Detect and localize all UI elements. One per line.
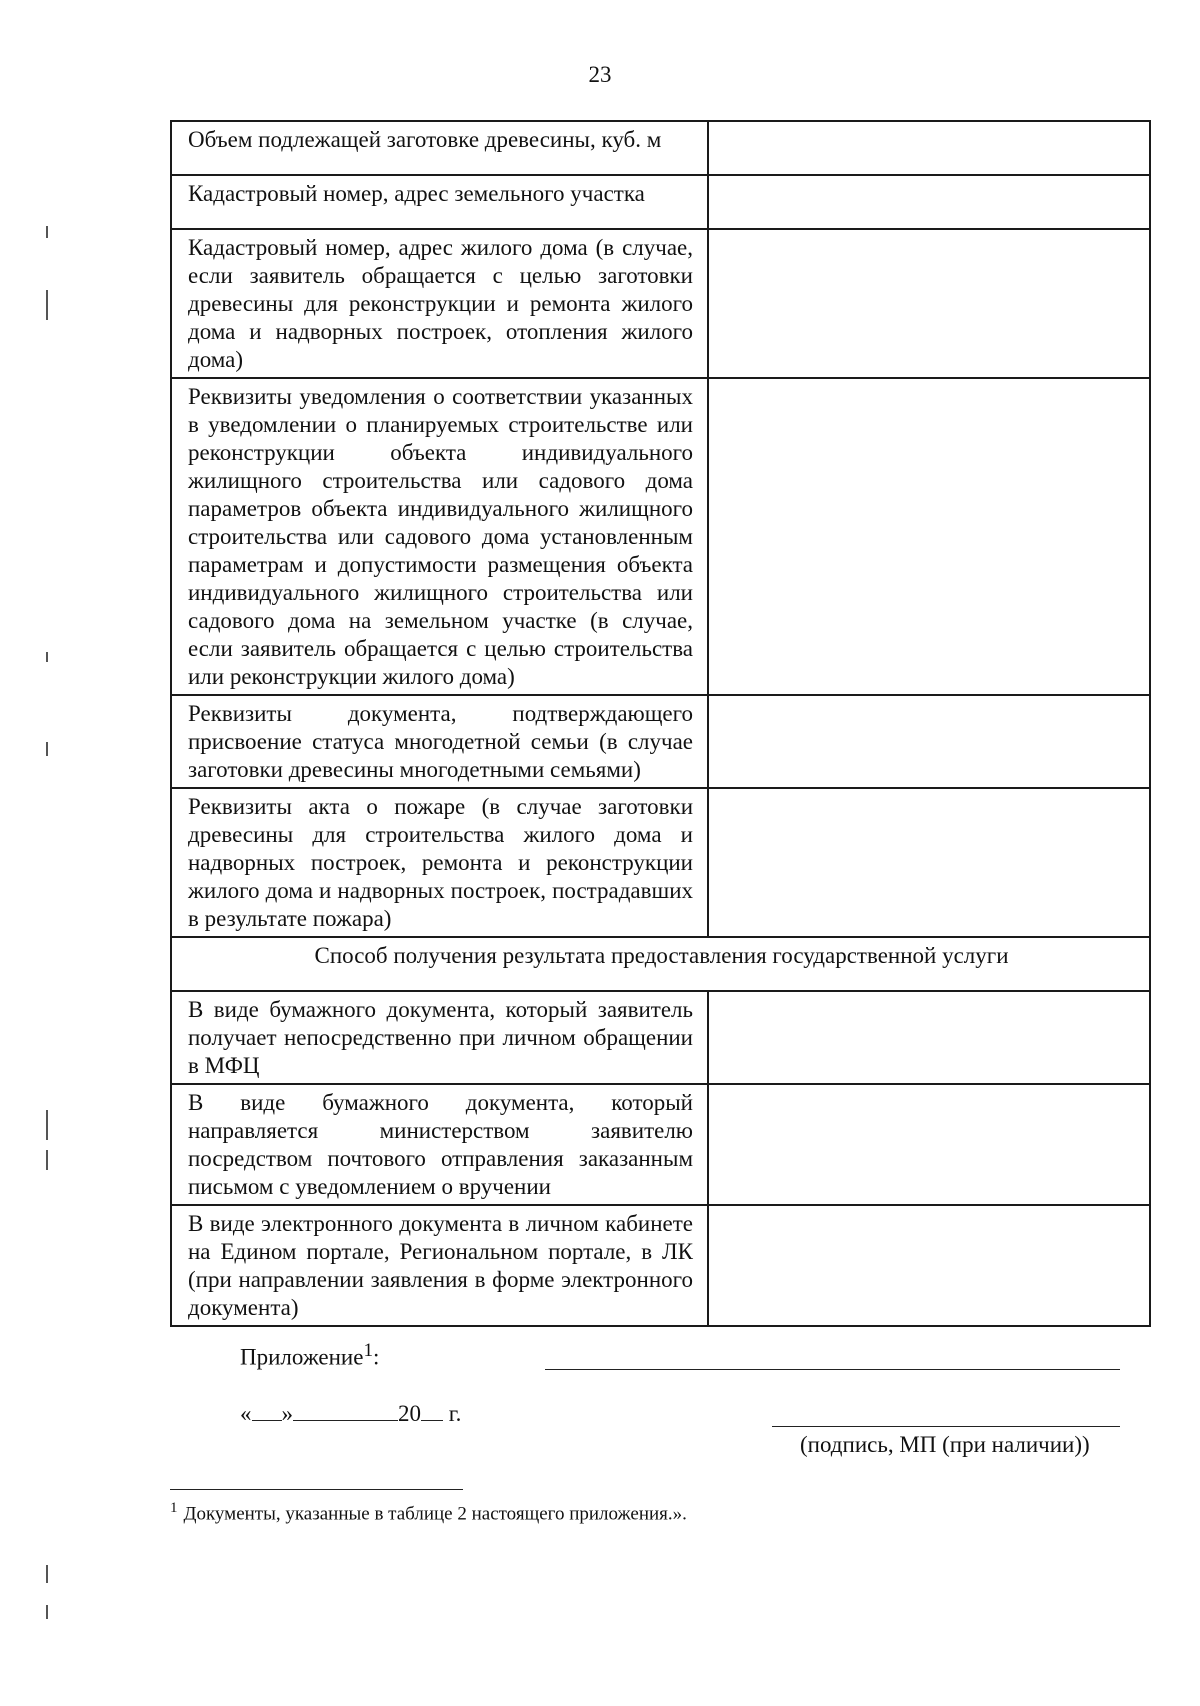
date-line: « » 20 г. xyxy=(240,1398,461,1427)
option-value-paper-mail[interactable] xyxy=(708,1084,1150,1205)
footnote xyxy=(170,1500,687,1525)
option-label-paper-mail: В виде бумажного документа, который направляется министерством заявителю посредством почтового отправления заказанным письмом с уведомлением о вручении xyxy=(171,1084,708,1205)
attachment-label: Приложение$^1$: xyxy=(240,1340,380,1370)
margin-mark xyxy=(46,1110,48,1140)
table-row xyxy=(171,121,1150,175)
page-number: 23 xyxy=(588,62,612,87)
table-row xyxy=(171,1205,1150,1326)
margin-mark xyxy=(46,290,48,320)
application-form-table xyxy=(170,120,1151,1327)
margin-mark xyxy=(46,742,48,756)
field-value-house-cadastral[interactable] xyxy=(708,229,1150,378)
margin-mark xyxy=(46,1565,48,1583)
table-row xyxy=(171,1084,1150,1205)
day-blank[interactable] xyxy=(252,1398,282,1421)
signature-line[interactable] xyxy=(772,1426,1120,1427)
table-row xyxy=(171,229,1150,378)
table-row xyxy=(171,175,1150,229)
signature-caption: (подпись, МП (при наличии)) xyxy=(800,1432,1090,1457)
option-label-paper-mfc: В виде бумажного документа, который заявитель получает непосредственно при личном обращении в МФЦ xyxy=(171,991,708,1084)
table-row xyxy=(171,695,1150,788)
margin-mark xyxy=(46,226,48,238)
field-label-fire-act: Реквизиты акта о пожаре (в случае заготовки древесины для строительства жилого дома и надворных построек, ремонта и реконструкции жилого дома и надворных построек, пострадавших в результате пожара) xyxy=(171,788,708,937)
field-label-house-cadastral: Кадастровый номер, адрес жилого дома (в случае, если заявитель обращается с целью заготовки древесины для реконструкции и ремонта жилого дома и надворных построек, отопления жилого дома) xyxy=(171,229,708,378)
field-label-large-family: Реквизиты документа, подтверждающего присвоение статуса многодетной семьи (в случае заготовки древесины многодетными семьями) xyxy=(171,695,708,788)
option-label-electronic: В виде электронного документа в личном кабинете на Едином портале, Региональном портале, в ЛК (при направлении заявления в форме электронного документа) xyxy=(171,1205,708,1326)
field-value-land-cadastral[interactable] xyxy=(708,175,1150,229)
margin-mark xyxy=(46,1605,48,1619)
field-label-notice-details: Реквизиты уведомления о соответствии указанных в уведомлении о планируемых строительстве или реконструкции объекта индивидуального жилищного строительства или садового дома параметров объекта индивидуального жилищного строительства или садового дома установленным параметрам и допустимости размещения объекта индивидуального жилищного строительства или садового дома на земельном участке (в случае, если заявитель обращается с целью строительства или реконструкции жилого дома) xyxy=(171,378,708,695)
table-row xyxy=(171,378,1150,695)
field-label-land-cadastral: Кадастровый номер, адрес земельного участка xyxy=(171,175,708,229)
footnote-text: Документы, указанные в таблице 2 настоящего приложения.». xyxy=(183,1503,687,1525)
field-value-large-family[interactable] xyxy=(708,695,1150,788)
section-heading-result-method: Способ получения результата предоставления государственной услуги xyxy=(171,937,1150,991)
footnote-marker: 1 xyxy=(170,1500,178,1516)
footnote-ref: 1 xyxy=(363,1340,374,1361)
margin-mark xyxy=(46,1150,48,1170)
option-value-paper-mfc[interactable] xyxy=(708,991,1150,1084)
field-value-wood-volume[interactable] xyxy=(708,121,1150,175)
table-row xyxy=(171,991,1150,1084)
table-row xyxy=(171,788,1150,937)
table-row xyxy=(171,937,1150,991)
year-blank[interactable] xyxy=(421,1398,443,1421)
field-label-wood-volume: Объем подлежащей заготовке древесины, куб. м xyxy=(171,121,708,175)
field-value-notice-details[interactable] xyxy=(708,378,1150,695)
field-value-fire-act[interactable] xyxy=(708,788,1150,937)
month-blank[interactable] xyxy=(293,1398,398,1421)
footnote-divider xyxy=(170,1489,463,1490)
attachment-input-line[interactable] xyxy=(545,1369,1120,1370)
margin-mark xyxy=(46,652,48,662)
option-value-electronic[interactable] xyxy=(708,1205,1150,1326)
